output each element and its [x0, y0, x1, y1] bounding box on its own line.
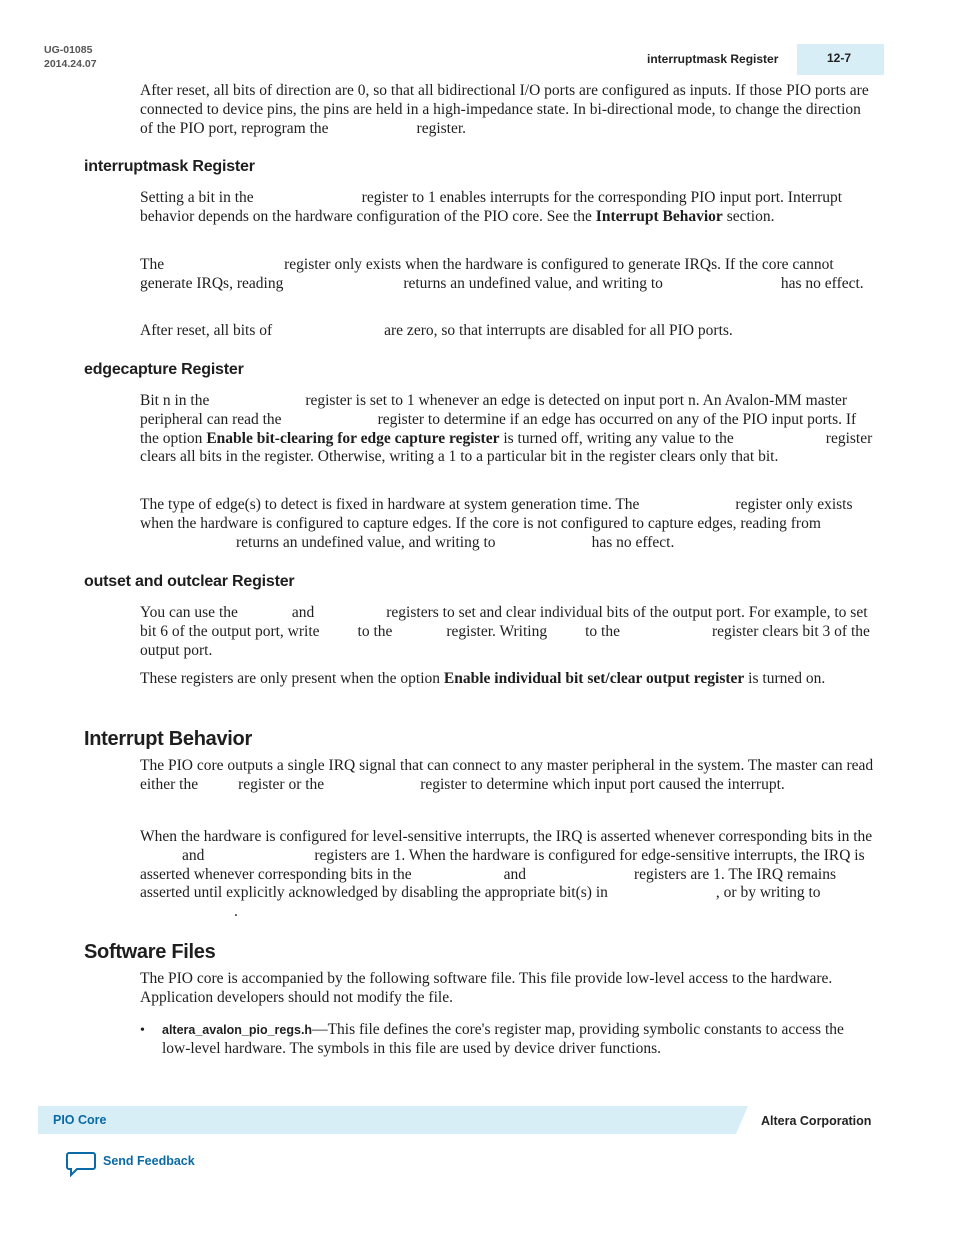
bit-set-clear-option: Enable individual bit set/clear output register — [443, 670, 745, 687]
text-run: These registers are only present when the option — [140, 670, 441, 687]
text-run: to the — [357, 622, 393, 640]
text-run: register only exists when the hardware is configured to capture edges. If the core is not configured to capture edges, reading from — [140, 496, 853, 532]
text-run: are zero, so that interrupts are disabled for all PIO ports. — [384, 322, 733, 339]
interruptmask-paragraph-3 — [140, 322, 875, 341]
text-run: is turned on. — [748, 670, 826, 687]
header-file-name: altera_avalon_pio_regs.h — [162, 1023, 313, 1037]
footer-band — [38, 1106, 748, 1134]
text-run: The PIO core outputs a single IRQ signal that can connect to any master peripheral in the system. The master can read either the — [140, 757, 874, 793]
text-run: Setting a bit in the — [140, 189, 254, 206]
text-run: registers to set and clear individual bits of the output port. For example, to set bit 6 of the output port, write — [140, 604, 868, 640]
text-run: register. Writing — [446, 622, 548, 640]
text-run: The type of edge(s) to detect is fixed in hardware at system generation time. The — [140, 496, 640, 513]
text-run: The — [140, 256, 165, 273]
text-run: has no effect. — [591, 533, 675, 551]
edgecapture-paragraph-2 — [140, 496, 875, 552]
text-run: and — [291, 604, 315, 621]
intro-text-a: After reset, all bits of direction are 0, so that all bidirectional I/O ports are configured as inputs. If those PIO ports are connected to device pins, the pins are held in a high-impedance state. In bi-directional mode, to change the direction of the PIO port, reprogram the — [140, 82, 869, 137]
page-number-tab — [797, 44, 884, 75]
text-run: After reset, all bits of — [140, 322, 273, 339]
interrupt-behavior-reference: Interrupt Behavior — [595, 207, 723, 225]
interrupt-behavior-paragraph-1 — [140, 757, 875, 795]
outset-paragraph-1 — [140, 604, 875, 660]
text-run: register clears all bits in the register. Otherwise, writing a 1 to a particular bit in the register clears only that bit. — [140, 429, 873, 466]
text-run: is turned off, writing any value to the — [503, 429, 734, 447]
text-run: returns an undefined value, and writing to — [403, 274, 663, 292]
software-file-bullet — [162, 1021, 862, 1059]
outset-outclear-heading: outset and outclear Register — [84, 573, 295, 590]
text-run: and — [182, 846, 205, 864]
send-feedback-link[interactable]: Send Feedback — [103, 1154, 195, 1168]
text-run: register to 1 enables interrupts for the corresponding PIO input port. Interrupt behavior depends on the hardware configuration of the PIO core. See the — [140, 189, 843, 225]
outset-paragraph-2 — [140, 670, 875, 689]
text-run: has no effect. — [780, 274, 864, 292]
text-run: When the hardware is configured for level-sensitive interrupts, the IRQ is asserted whenever corresponding bits in the — [140, 828, 873, 845]
interrupt-behavior-heading: Interrupt Behavior — [84, 728, 252, 750]
text-run: section. — [726, 207, 775, 225]
text-run: register to determine which input port caused the interrupt. — [420, 775, 785, 793]
bullet-marker: • — [140, 1023, 145, 1038]
interruptmask-heading: interruptmask Register — [84, 158, 255, 175]
text-run: returns an undefined value, and writing to — [236, 533, 496, 551]
speech-bubble-icon[interactable] — [66, 1151, 96, 1177]
text-run: registers are 1. The IRQ remains asserted until explicitly acknowledged by disabling the appropriate bit(s) in — [140, 865, 837, 902]
edgecapture-heading: edgecapture Register — [84, 361, 244, 378]
footer-chapter-link[interactable]: PIO Core — [53, 1113, 107, 1127]
edgecapture-paragraph-1 — [140, 392, 875, 467]
text-run: You can use the — [140, 604, 238, 621]
doc-date: 2014.24.07 — [44, 58, 97, 70]
interruptmask-paragraph-2 — [140, 256, 875, 294]
header-file-description: —This file defines the core's register map, providing symbolic constants to access the low-level hardware. The symbols in this file are used by device driver functions. — [162, 1021, 844, 1057]
text-run: , or by writing to — [715, 884, 821, 902]
document-id — [44, 43, 97, 71]
page-number: 12-7 — [827, 51, 852, 65]
edge-capture-option: Enable bit-clearing for edge capture register — [206, 429, 500, 447]
text-run: register only exists when the hardware is configured to generate IRQs. If the core cannot generate IRQs, reading — [140, 256, 834, 292]
text-run: register is set to 1 whenever an edge is detected on input port n. An Avalon-MM master peripheral can read the — [140, 392, 847, 428]
running-header-title: interruptmask Register — [647, 52, 779, 66]
interruptmask-paragraph-1 — [140, 189, 875, 227]
text-run: register clears bit 3 of the output port. — [140, 622, 870, 659]
text-run: register to determine if an edge has occurred on any of the PIO input ports. If the option — [140, 410, 857, 447]
intro-text-b: register. — [416, 119, 467, 137]
software-files-heading: Software Files — [84, 941, 216, 963]
text-run: register or the — [238, 775, 325, 793]
text-run: Bit n in the — [140, 392, 210, 409]
footer-company: Altera Corporation — [761, 1114, 872, 1128]
text-run: . — [234, 903, 238, 921]
intro-paragraph — [140, 82, 875, 138]
doc-id-number: UG-01085 — [44, 44, 93, 56]
software-files-paragraph: The PIO core is accompanied by the following software file. This file provide low-level access to the hardware. Application developers should not modify the file. — [140, 970, 833, 1006]
text-run: to the — [585, 622, 620, 640]
text-run: and — [503, 865, 526, 883]
interrupt-behavior-paragraph-2 — [140, 828, 875, 922]
text-run: registers are 1. When the hardware is configured for edge-sensitive interrupts, the IRQ is asserted whenever corresponding bits in the — [140, 846, 865, 883]
